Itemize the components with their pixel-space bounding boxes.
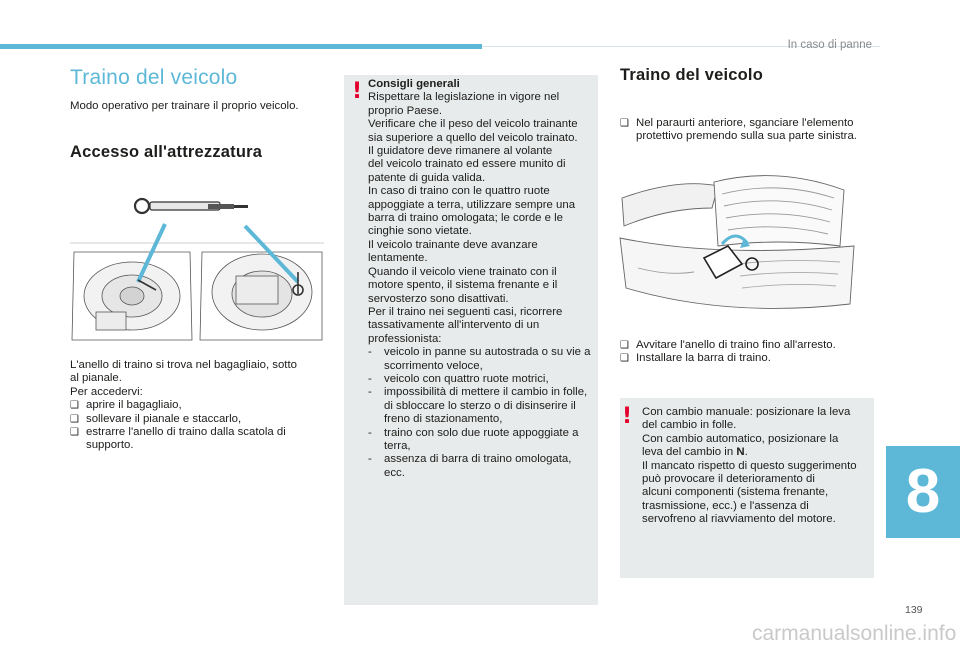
- warning-line: Rispettare la legislazione in vigore nel: [368, 91, 560, 104]
- bumper-illustration: [618, 168, 878, 326]
- warning-line: tassativamente all'intervento di un: [368, 319, 540, 332]
- watermark: carmanualsonline.info: [752, 622, 957, 645]
- checkbox-icon: ❑: [70, 413, 79, 425]
- tow-steps: [620, 339, 880, 366]
- warning-line: In caso di traino con le quattro ruote: [368, 185, 550, 198]
- warning-list-item: - traino con solo due ruote appoggiate a terra,: [368, 426, 579, 452]
- warning-list-item: - impossibilità di mettere il cambio in folle, di sbloccare lo sterzo o di disinserire il freno di stazionamento,: [368, 386, 588, 426]
- warning-line: può provocare il deterioramento di: [642, 473, 815, 486]
- warning-line: alcuni componenti (sistema frenante,: [642, 486, 829, 499]
- warning-line: barra di traino omologata; le corde e le: [368, 212, 564, 225]
- warning-list-item: - veicolo in panne su autostrada o su vie a scorrimento veloce,: [368, 346, 591, 372]
- body-line: Per accedervi:: [70, 385, 143, 398]
- warning-line: leva del cambio in N.: [642, 446, 748, 459]
- warning-line: Con cambio automatico, posizionare la: [642, 432, 839, 445]
- step-item: ❑ Nel paraurti anteriore, sganciare l'elemento protettivo premendo sulla sua parte sinistra.: [620, 117, 857, 143]
- step-item: ❑ sollevare il pianale e staccarlo,: [70, 412, 242, 425]
- exclamation-icon: !: [622, 404, 633, 429]
- warning-line: servofreno al riavviamento del motore.: [642, 513, 836, 526]
- body-line: L'anello di traino si trova nel bagagliaio, sotto: [70, 359, 297, 371]
- step-item: ❑ Avvitare l'anello di traino fino all'arresto.: [620, 339, 836, 351]
- warning-line: Il guidatore deve rimanere al volante: [368, 145, 553, 158]
- warning-list-item: - assenza di barra di traino omologata, ecc.: [368, 453, 572, 479]
- checkbox-icon: ❑: [620, 340, 629, 351]
- checkbox-icon: ❑: [620, 353, 629, 365]
- warning-line: del cambio in folle.: [642, 419, 737, 432]
- warning-list-item: - veicolo con quattro ruote motrici,: [368, 372, 549, 385]
- warning-line: Con cambio manuale: posizionare la leva: [642, 406, 851, 418]
- page-title: Traino del veicolo: [70, 66, 238, 89]
- warning-line: sia superiore a quello del veicolo trainato.: [368, 131, 578, 144]
- warning-line: cinghie sono vietate.: [368, 225, 472, 238]
- section-title-access: Accesso all'attrezzatura: [70, 143, 263, 162]
- chapter-tab: 8: [886, 446, 960, 538]
- exclamation-icon: !: [352, 79, 363, 104]
- access-instructions: [70, 359, 332, 453]
- checkbox-icon: ❑: [620, 118, 629, 129]
- warning-line: lentamente.: [368, 252, 428, 265]
- warning-line: motore spento, il sistema frenante e il: [368, 279, 558, 292]
- warning-box-general: [344, 75, 598, 605]
- warning-line: del veicolo trainato ed essere munito di: [368, 158, 566, 171]
- warning-line: trasmissione, ecc.) e l'assenza di: [642, 499, 809, 512]
- warning-line: Verificare che il peso del veicolo trainante: [368, 118, 578, 131]
- section-title-towing: Traino del veicolo: [620, 66, 763, 84]
- tow-ring-icon: [135, 199, 248, 213]
- warning-line: patente di guida valida.: [368, 171, 486, 184]
- checkbox-icon: ❑: [70, 427, 79, 439]
- warning-line: Per il traino nei seguenti casi, ricorrere: [368, 305, 563, 318]
- gear-position: N: [736, 446, 745, 459]
- warning-line: professionista:: [368, 332, 442, 345]
- warning-line: Quando il veicolo viene trainato con il: [368, 265, 557, 278]
- trunk-illustration: [70, 190, 324, 350]
- warning-line: Il veicolo trainante deve avanzare: [368, 238, 538, 251]
- body-line: al pianale.: [70, 372, 122, 385]
- warning-line: appoggiate a terra, utilizzare sempre una: [368, 198, 576, 211]
- page-number: 139: [905, 604, 923, 616]
- warning-line: servosterzo sono disattivati.: [368, 292, 509, 305]
- step-item: ❑ Installare la barra di traino.: [620, 352, 771, 365]
- warning-line: Il mancato rispetto di questo suggerimento: [642, 459, 857, 472]
- header-bar: [0, 44, 482, 49]
- warning-box-gear: [620, 398, 874, 578]
- step-item: ❑ estrarre l'anello di traino dalla scatola di supporto.: [70, 426, 286, 452]
- step-item: ❑ aprire il bagagliaio,: [70, 399, 182, 412]
- intro-text: Modo operativo per trainare il proprio veicolo.: [70, 100, 299, 112]
- warning-title: Consigli generali: [368, 78, 460, 90]
- right-column: [620, 66, 880, 144]
- left-column: [70, 66, 332, 162]
- warning-line: proprio Paese.: [368, 104, 443, 117]
- chapter-title: In caso di panne: [787, 39, 872, 51]
- checkbox-icon: ❑: [70, 400, 79, 412]
